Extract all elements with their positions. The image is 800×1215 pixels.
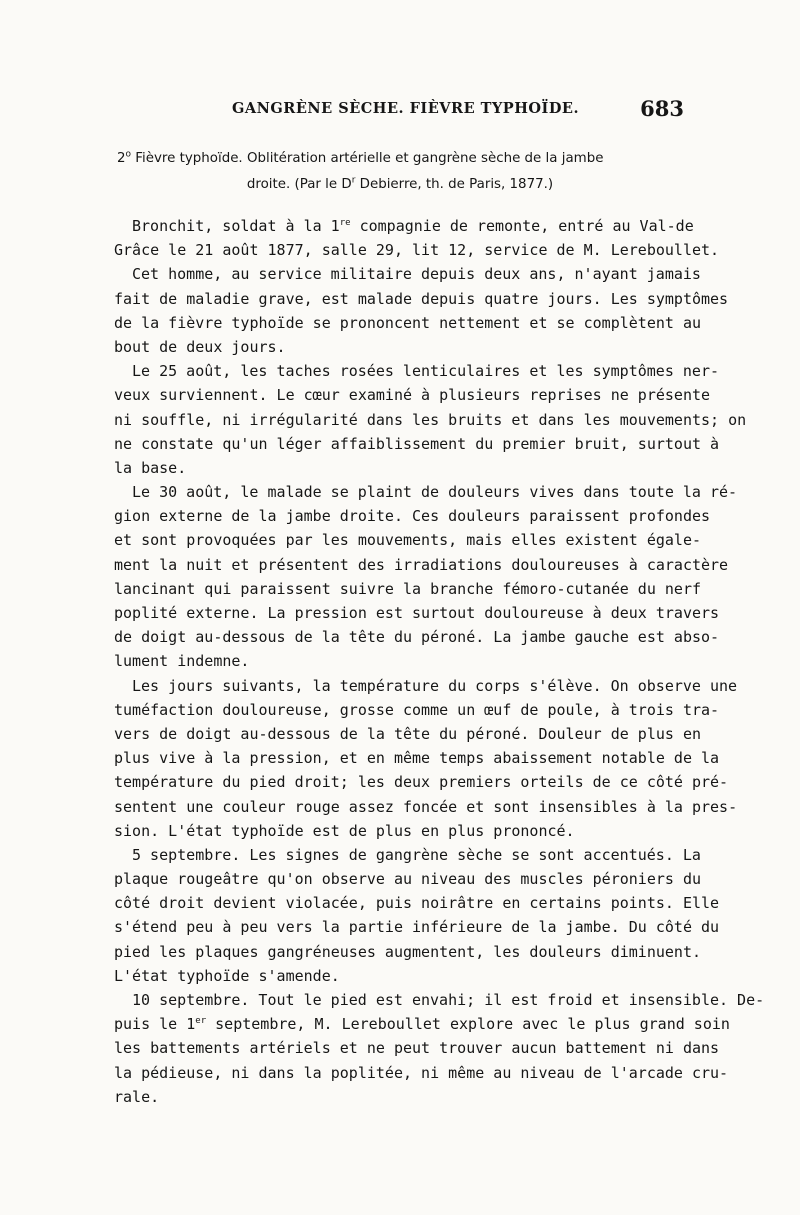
text-run: et sont provoquées par les mouvements, mais elles existent égale- [114,531,701,550]
case-source-post: Debierre, th. de Paris, 1877.) [355,177,554,192]
text-run: plus vive à la pression, et en même temps abaissement notable de la [114,749,720,768]
paragraph [114,674,738,843]
paragraph [114,843,720,988]
text-line [114,649,684,673]
superscript: er [195,1016,207,1027]
text-run: tuméfaction douloureuse, grosse comme un œuf de poule, à trois tra- [114,700,720,719]
paragraph [114,262,729,359]
text-run: Les jours suivants, la température du corps s'élève. On observe une [132,676,738,695]
text-line [114,601,720,625]
text-line [114,553,729,577]
text-line [114,915,720,939]
text-line [114,1012,730,1036]
text-line [114,843,701,867]
text-run: ment la nuit et présentent des irradiations douloureuses à caractère [114,555,729,574]
page-number: 683 [640,96,684,121]
paragraph [114,359,747,480]
text-line [114,940,701,964]
text-line [114,311,701,335]
case-source-pre: droite. (Par le D [246,177,352,192]
text-run: la base. [114,458,187,477]
paragraph [114,988,765,1109]
text-line [114,577,701,601]
text-line [114,238,720,262]
running-head [114,96,684,128]
text-run: 5 septembre. Les signes de gangrène sèche se sont accentués. La [132,845,701,864]
text-line [114,335,684,359]
text-run: fait de maladie grave, est malade depuis quatre jours. Les symptômes [114,289,729,308]
text-line [114,1085,684,1109]
text-run: veux surviennent. Le cœur examiné à plusieurs reprises ne présente [114,386,711,405]
text-run: poplité externe. La pression est surtout douloureuse à deux travers [114,604,720,622]
text-line [114,867,701,891]
text-run: rale. [114,1087,160,1106]
text-line [114,795,738,819]
text-run: ni souffle, ni irrégularité dans les bruits et dans les mouvements; on [114,410,747,429]
case-number: 2 [117,151,126,166]
text-run: compagnie de remonte, entré au Val-de [350,217,694,235]
text-line [114,964,684,988]
text-line [114,746,720,770]
running-title: GANGRÈNE SÈCHE. FIÈVRE TYPHOÏDE. [232,100,580,117]
text-run: température du pied droit; les deux premiers orteils de ce côté pré- [114,773,729,792]
text-run: L'état typhoïde s'amende. [114,966,340,985]
text-line [114,891,720,915]
text-line [114,988,765,1012]
case-source-sup: r [351,175,356,186]
text-line [114,698,720,722]
text-run: septembre, M. Lereboullet explore avec le plus grand soin [206,1015,730,1034]
text-run: lument indemne. [114,652,250,671]
case-heading-line-1 [114,146,686,172]
text-line [114,383,711,407]
text-line [114,262,701,286]
paragraph [114,480,738,674]
text-line [114,456,684,480]
text-run: Bronchit, soldat à la 1 [132,217,340,235]
text-run: puis le 1 [114,1015,196,1034]
text-run: sentent une couleur rouge assez foncée et sont insensibles à la pres- [114,797,738,816]
text-run: pied les plaques gangréneuses augmentent, les douleurs diminuent. [114,942,701,961]
text-run: Grâce le 21 août 1877, salle 29, lit 12, service de M. Lereboullet. [114,241,720,260]
text-line [114,432,720,456]
text-line [114,359,719,383]
text-run: s'étend peu à peu vers la partie inférieure de la jambe. Du côté du [114,918,720,937]
text-line [114,819,684,843]
case-title: Fièvre typhoïde. Oblitération artérielle et gangrène sèche de la jambe [131,151,604,166]
text-run: sion. L'état typhoïde est de plus en plus prononcé. [114,821,575,840]
text-run: Cet homme, au service militaire depuis deux ans, n'ayant jamais [132,265,701,284]
text-line [114,770,729,794]
text-run: la pédieuse, ni dans la poplitée, ni même au niveau de l'arcade cru- [114,1063,729,1082]
text-run: gion externe de la jambe droite. Ces douleurs paraissent profondes [114,507,711,526]
text-run: Le 25 août, les taches rosées lenticulaires et les symptômes ner- [132,362,719,381]
superscript: re [339,218,351,228]
paragraph [114,214,720,262]
case-heading [114,146,686,198]
case-number-ordinal: o [125,149,132,160]
text-line [114,674,738,698]
text-run: de la fièvre typhoïde se prononcent nettement et se complètent au [114,313,701,332]
text-run: les battements artériels et ne peut trouver aucun battement ni dans [114,1039,720,1058]
text-run: ne constate qu'un léger affaiblissement du premier bruit, surtout à [114,434,720,453]
text-run: 10 septembre. Tout le pied est envahi; il est froid et insensible. De- [132,991,765,1009]
case-heading-line-2 [114,172,686,198]
text-run: Le 30 août, le malade se plaint de douleurs vives dans toute la ré- [132,483,738,502]
text-line [114,408,747,432]
text-run: côté droit devient violacée, puis noirâtre en certains points. Elle [114,894,720,913]
text-run: plaque rougeâtre qu'on observe au niveau des muscles péroniers du [114,870,701,889]
text-line [114,528,701,552]
text-run: de doigt au-dessous de la tête du péroné. La jambe gauche est abso- [114,628,720,647]
text-run: vers de doigt au-dessous de la tête du péroné. Douleur de plus en [114,724,701,743]
text-line [114,214,694,238]
text-line [114,1061,729,1085]
text-run: bout de deux jours. [114,337,286,356]
text-line [114,287,729,311]
text-line [114,1036,720,1060]
text-run: lancinant qui paraissent suivre la branche fémoro-cutanée du nerf [114,579,701,598]
text-line [114,625,720,649]
text-line [114,504,711,528]
body-text [114,214,765,1109]
text-line [114,480,738,504]
text-line [114,722,701,746]
